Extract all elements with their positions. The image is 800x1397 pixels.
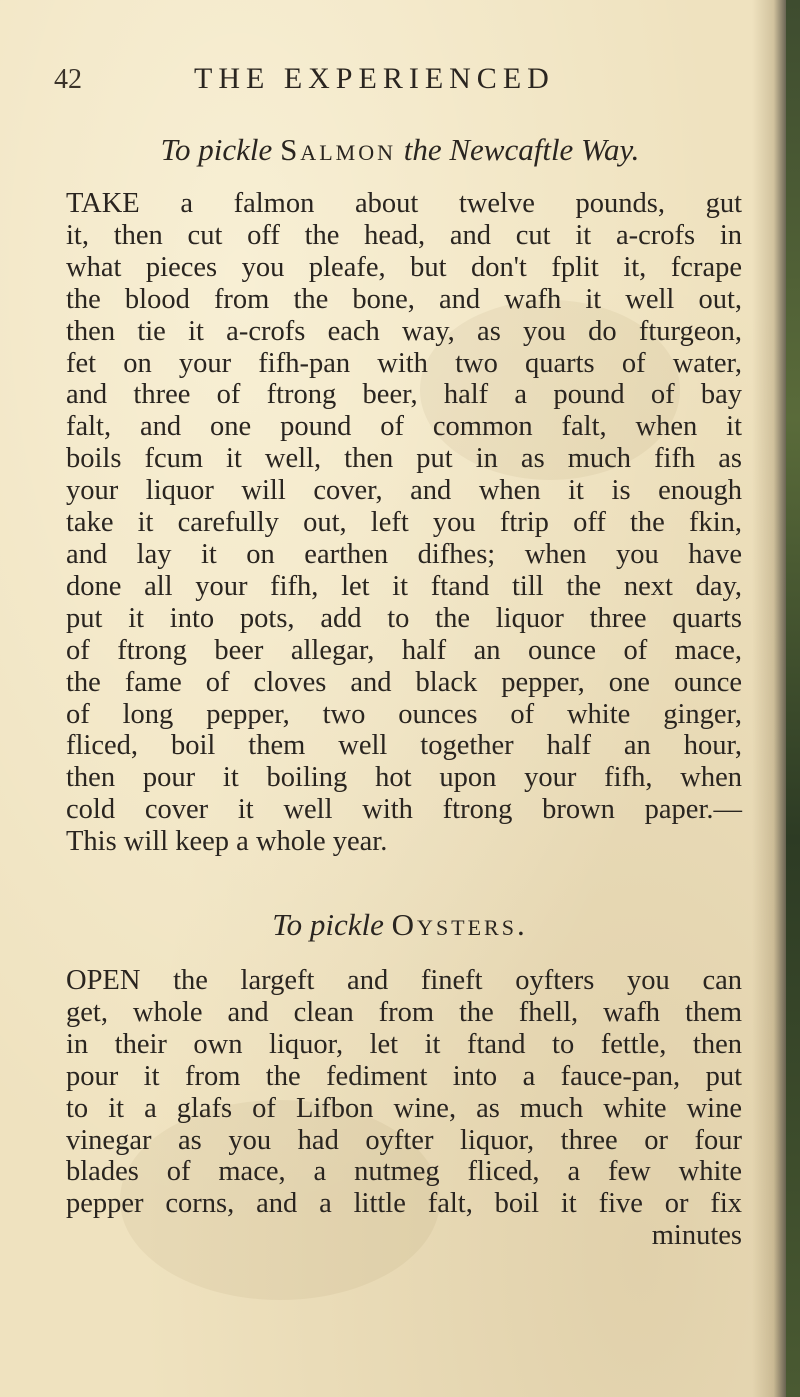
text-line: This will keep a whole year. [66,826,388,858]
recipe-body-oysters [66,965,742,1252]
text-line: your liquor will cover, and when it is enough [66,475,742,507]
text-line: the fame of cloves and black pepper, one ounce [66,666,742,698]
catchword: minutes [651,1220,742,1252]
text-line: of long pepper, two ounces of white ginger, [66,698,742,730]
text-line: boils fcum it well, then put in as much fifh as [66,443,742,475]
text-line: take it carefully out, left you ftrip off the fkin, [66,507,742,539]
title-prefix: To pickle [160,132,281,167]
page-number: 42 [54,64,82,95]
recipe-title-salmon [0,132,800,168]
text-line: and lay it on earthen difhes; when you have [66,538,742,570]
text-line: what pieces you pleafe, but don't fplit it, fcrape [66,251,742,283]
page-header [54,62,674,102]
text-line: then pour it boiling hot upon your fifh, when [66,762,742,794]
text-line: fet on your fifh-pan with two quarts of water, [66,347,742,379]
title-suffix: the Newcaftle Way. [395,132,640,167]
text-line: done all your fifh, let it ftand till the next day, [66,570,742,602]
recipe-title-oysters [0,907,800,943]
text-line: put it into pots, add to the liquor three quarts [66,602,742,634]
text-line: pour it from the fediment into a fauce-pan, put [66,1060,742,1092]
running-head: THE EXPERIENCED [194,62,555,95]
text-line: get, whole and clean from the fhell, wafh them [66,996,742,1028]
text-line: cold cover it well with ftrong brown paper.— [66,794,742,826]
text-line: it, then cut off the head, and cut it a-crofs in [66,219,742,251]
text-line: pepper corns, and a little falt, boil it five or fix [66,1188,742,1220]
text-line: and three of ftrong beer, half a pound of bay [66,379,742,411]
text-line: blades of mace, a nutmeg fliced, a few white [66,1156,742,1188]
text-line: falt, and one pound of common falt, when it [66,411,742,443]
title-subject: Oysters. [391,907,528,942]
title-prefix: To pickle [272,907,392,942]
text-line: then tie it a-crofs each way, as you do fturgeon, [66,315,742,347]
recipe-body-salmon [66,188,742,858]
text-line: TAKE a falmon about twelve pounds, gut [66,188,742,219]
text-line: in their own liquor, let it ftand to fettle, then [66,1028,742,1060]
text-line: the blood from the bone, and wafh it well out, [66,283,742,315]
text-line: of ftrong beer allegar, half an ounce of mace, [66,634,742,666]
text-line: fliced, boil them well together half an hour, [66,730,742,762]
title-subject: Salmon [280,132,396,167]
text-line: to it a glafs of Lifbon wine, as much white wine [66,1092,742,1124]
text-line: vinegar as you had oyfter liquor, three or four [66,1124,742,1156]
text-line: OPEN the largeft and fineft oyfters you can [66,965,742,996]
binding-edge [786,0,800,1397]
